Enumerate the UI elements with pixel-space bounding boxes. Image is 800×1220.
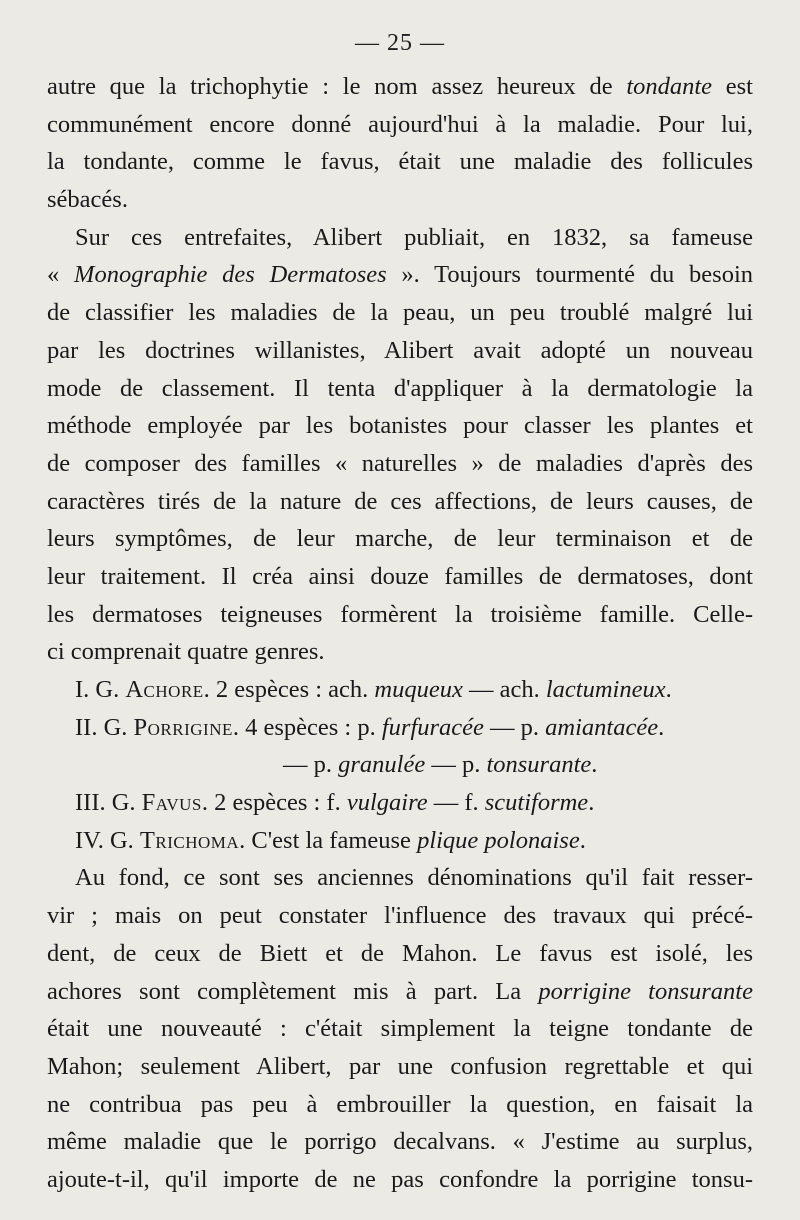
genre-number: I. G.: [75, 676, 126, 703]
text-line: [47, 859, 753, 897]
text-run: mode de classement. Il tenta d'appliquer à la dermatologie la: [47, 374, 753, 402]
text-line: [47, 483, 753, 521]
italic-run: tondante: [626, 73, 713, 100]
text-run: autre que la trichophytie : le nom assez heureux de: [47, 73, 627, 100]
text-run: ». Toujours tourmenté du besoin: [386, 261, 753, 289]
text-run: est: [712, 73, 753, 100]
text-run: de classifier les maladies de la peau, un peu troublé malgré lui: [47, 299, 753, 327]
genre-line: [47, 784, 753, 822]
text-line: [47, 256, 753, 294]
text-line: [47, 1123, 753, 1161]
text-line: [47, 407, 753, 445]
text-run: «: [47, 261, 75, 289]
text-line: [47, 558, 753, 596]
text-run: était une nouveauté : c'était simplement la teigne tondante de: [47, 1015, 753, 1043]
text-run: . 4 espèces : p.: [232, 713, 382, 741]
text-run: — p.: [483, 713, 546, 741]
genre-name: Porrigine: [133, 713, 233, 741]
text-run: la tondante, comme le favus, était une maladie des follicules: [47, 148, 753, 176]
text-run: . 2 espèces : f.: [201, 789, 347, 817]
genre-name: Achore: [125, 676, 204, 703]
species-name: furfuracée: [381, 713, 484, 741]
text-run: par les doctrines willanistes, Alibert avait adopté un nouveau: [47, 336, 753, 364]
text-run: achores sont complètement mis à part. La: [47, 977, 539, 1005]
text-run: les dermatoses teigneuses formèrent la troisième famille. Celle-: [47, 600, 753, 628]
text-line: [47, 332, 753, 370]
text-run: même maladie que le porrigo decalvans. « J'estime au surplus,: [47, 1128, 753, 1156]
text-run: vir ; mais on peut constater l'influence des travaux qui précé-: [47, 902, 753, 930]
genre-number: II. G.: [75, 713, 134, 741]
text-run: communément encore donné aujourd'hui à la maladie. Pour lui,: [47, 110, 753, 138]
text-line: [47, 973, 753, 1011]
text-line: [47, 181, 753, 219]
species-name: muqueux: [374, 676, 463, 703]
genre-line: [47, 671, 753, 709]
italic-run: porrigine tonsurante: [538, 977, 753, 1005]
species-name: plique polonaise: [417, 826, 580, 854]
species-name: granulée: [338, 751, 426, 779]
text-line: [47, 520, 753, 558]
species-name: tonsurante: [486, 751, 592, 779]
text-line: [47, 1048, 753, 1086]
text-run: de composer des familles « naturelles » de maladies d'après des: [47, 449, 753, 477]
text-run: . C'est la fameuse: [239, 826, 418, 854]
text-line: [47, 1010, 753, 1048]
genre-number: IV. G.: [75, 826, 140, 854]
genre-line: [47, 709, 753, 747]
text-run: ajoute-t-il, qu'il importe de ne pas confondre la porrigine tonsu-: [47, 1165, 753, 1193]
text-line: [47, 370, 753, 408]
text-line: [47, 1161, 753, 1199]
text-run: .: [591, 751, 598, 779]
italic-run: Monographie des Dermatoses: [74, 261, 387, 289]
body-text: [47, 68, 753, 1199]
genre-line: [47, 822, 753, 860]
text-run: ci comprenait quatre genres.: [47, 638, 325, 666]
text-line: [47, 935, 753, 973]
text-run: — f.: [427, 789, 485, 817]
text-run: leurs symptômes, de leur marche, de leur terminaison et de: [47, 525, 753, 553]
text-run: dent, de ceux de Biett et de Mahon. Le favus est isolé, les: [47, 939, 753, 967]
text-run: Au fond, ce sont ses anciennes dénominations qu'il fait resser-: [75, 864, 753, 892]
text-run: .: [588, 789, 595, 817]
genre-number: III. G.: [75, 789, 142, 817]
text-line: [47, 68, 753, 106]
text-run: méthode employée par les botanistes pour classer les plantes et: [47, 412, 753, 440]
text-run: caractères tirés de la nature de ces affections, de leurs causes, de: [47, 487, 753, 515]
genre-line: [47, 746, 753, 784]
species-name: vulgaire: [346, 789, 428, 817]
genre-name: Favus: [141, 789, 202, 817]
text-run: sébacés.: [47, 186, 128, 214]
text-run: . 2 espèces : ach.: [203, 676, 375, 703]
text-line: [47, 897, 753, 935]
text-line: [47, 1086, 753, 1124]
text-run: ne contribua pas peu à embrouiller la question, en faisait la: [47, 1090, 753, 1118]
text-run: .: [579, 826, 586, 854]
species-name: scutiforme: [484, 789, 589, 817]
species-name: amiantacée: [545, 713, 659, 741]
text-run: .: [665, 676, 672, 703]
text-line: [47, 445, 753, 483]
text-run: — p.: [283, 751, 339, 779]
text-run: Sur ces entrefaites, Alibert publiait, en 1832, sa fameuse: [75, 223, 753, 251]
text-line: [47, 106, 753, 144]
text-run: — ach.: [462, 676, 546, 703]
text-line: [47, 633, 753, 671]
text-line: [47, 294, 753, 332]
text-run: leur traitement. Il créa ainsi douze familles de dermatoses, dont: [47, 562, 753, 590]
text-run: Mahon; seulement Alibert, par une confusion regrettable et qui: [47, 1052, 753, 1080]
page-number: — 25 —: [355, 30, 445, 56]
genre-name: Trichoma: [139, 826, 240, 854]
text-line: [47, 143, 753, 181]
text-run: — p.: [425, 751, 487, 779]
text-line: [47, 219, 753, 257]
text-line: [47, 596, 753, 634]
species-name: lactumineux: [545, 676, 666, 703]
text-run: .: [658, 713, 665, 741]
